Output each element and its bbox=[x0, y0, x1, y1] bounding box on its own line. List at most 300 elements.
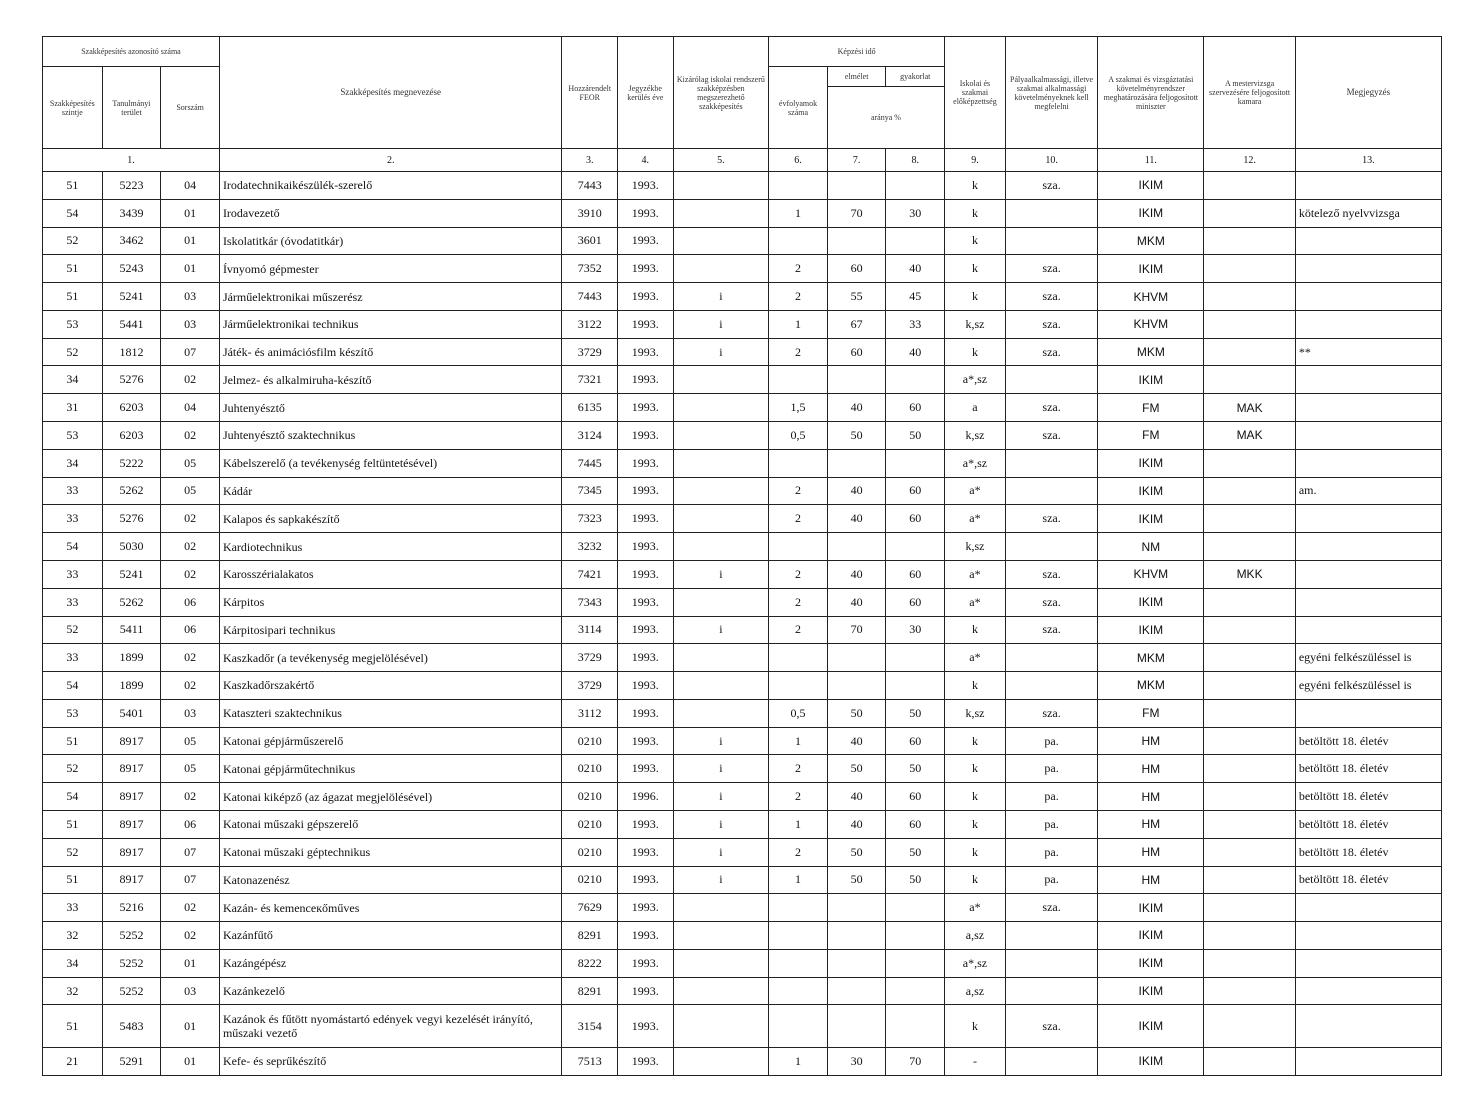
field-cell: 5291 bbox=[102, 1047, 161, 1075]
practice-cell bbox=[886, 922, 945, 950]
qualification-name: Jelmez- és alkalmiruha-készítő bbox=[219, 366, 562, 394]
chamber-cell bbox=[1204, 810, 1296, 838]
col-number: 10. bbox=[1005, 149, 1098, 172]
year-cell: 1993. bbox=[618, 422, 674, 450]
grades-cell: 1,5 bbox=[769, 394, 828, 422]
qualification-name: Juhtenyésztő bbox=[219, 394, 562, 422]
qualification-name: Katonai műszaki gépszerelő bbox=[219, 810, 562, 838]
practice-cell: 40 bbox=[886, 255, 945, 283]
prerequisite-cell: k,sz bbox=[945, 422, 1006, 450]
practice-cell: 30 bbox=[886, 616, 945, 644]
chamber-cell bbox=[1204, 644, 1296, 672]
qualification-name: Iskolatitkár (óvodatitkár) bbox=[219, 227, 562, 255]
qualification-name: Kaszkadőr (a tevékenység megjelölésével) bbox=[219, 644, 562, 672]
minister-cell: IKIM bbox=[1098, 199, 1204, 227]
header-group-id: Szakképesítés azonosító száma bbox=[43, 37, 220, 67]
field-cell: 8917 bbox=[102, 866, 161, 894]
theory-cell: 55 bbox=[827, 283, 886, 311]
theory-cell: 50 bbox=[827, 422, 886, 450]
practice-cell bbox=[886, 449, 945, 477]
remarks-cell bbox=[1295, 949, 1441, 977]
serial-cell: 01 bbox=[161, 1005, 220, 1047]
col-number: 3. bbox=[562, 149, 618, 172]
serial-cell: 01 bbox=[161, 255, 220, 283]
remarks-cell bbox=[1295, 699, 1441, 727]
theory-cell bbox=[827, 894, 886, 922]
prerequisite-cell: a* bbox=[945, 588, 1006, 616]
aptitude-cell: sza. bbox=[1005, 588, 1098, 616]
chamber-cell bbox=[1204, 1047, 1296, 1075]
header-minister: A szakmai és vizsgáztatási követelményrendszer meghatározására feljogosított miniszter bbox=[1098, 37, 1204, 149]
feor-cell: 0210 bbox=[562, 866, 618, 894]
prerequisite-cell: a* bbox=[945, 644, 1006, 672]
prerequisite-cell: k bbox=[945, 810, 1006, 838]
practice-cell: 60 bbox=[886, 588, 945, 616]
level-cell: 52 bbox=[43, 838, 103, 866]
chamber-cell bbox=[1204, 227, 1296, 255]
serial-cell: 02 bbox=[161, 644, 220, 672]
school-only-cell bbox=[673, 199, 769, 227]
feor-cell: 7352 bbox=[562, 255, 618, 283]
prerequisite-cell: k bbox=[945, 838, 1006, 866]
prerequisite-cell: k bbox=[945, 283, 1006, 311]
feor-cell: 3232 bbox=[562, 533, 618, 561]
header-prerequisite: Iskolai és szakmai előképzettség bbox=[945, 37, 1006, 149]
qualification-name: Járműelektronikai műszerész bbox=[219, 283, 562, 311]
level-cell: 54 bbox=[43, 533, 103, 561]
minister-cell: IKIM bbox=[1098, 366, 1204, 394]
qualification-name: Katonai műszaki géptechnikus bbox=[219, 838, 562, 866]
header-school-only: Kizárólag iskolai rendszerű szakképzésben megszerezhető szakképesítés bbox=[673, 37, 769, 149]
serial-cell: 02 bbox=[161, 894, 220, 922]
serial-cell: 02 bbox=[161, 422, 220, 450]
practice-cell: 60 bbox=[886, 727, 945, 755]
practice-cell: 60 bbox=[886, 505, 945, 533]
qualification-name: Játék- és animációsfilm készítő bbox=[219, 338, 562, 366]
minister-cell: IKIM bbox=[1098, 172, 1204, 200]
prerequisite-cell: a bbox=[945, 394, 1006, 422]
field-cell: 5262 bbox=[102, 588, 161, 616]
practice-cell: 60 bbox=[886, 783, 945, 811]
grades-cell: 2 bbox=[769, 255, 828, 283]
qualification-name: Kataszteri szaktechnikus bbox=[219, 699, 562, 727]
feor-cell: 0210 bbox=[562, 755, 618, 783]
remarks-cell: betöltött 18. életév bbox=[1295, 727, 1441, 755]
serial-cell: 02 bbox=[161, 560, 220, 588]
chamber-cell bbox=[1204, 949, 1296, 977]
table-row bbox=[43, 616, 1442, 644]
theory-cell: 60 bbox=[827, 255, 886, 283]
theory-cell: 40 bbox=[827, 477, 886, 505]
serial-cell: 06 bbox=[161, 810, 220, 838]
chamber-cell bbox=[1204, 366, 1296, 394]
prerequisite-cell: a,sz bbox=[945, 977, 1006, 1005]
minister-cell: MKM bbox=[1098, 672, 1204, 700]
practice-cell: 45 bbox=[886, 283, 945, 311]
practice-cell: 60 bbox=[886, 810, 945, 838]
level-cell: 34 bbox=[43, 366, 103, 394]
field-cell: 5252 bbox=[102, 949, 161, 977]
prerequisite-cell: k bbox=[945, 1005, 1006, 1047]
practice-cell: 30 bbox=[886, 199, 945, 227]
feor-cell: 7345 bbox=[562, 477, 618, 505]
remarks-cell bbox=[1295, 255, 1441, 283]
qualification-name: Kazán- és kemenceкőműves bbox=[219, 894, 562, 922]
minister-cell: IKIM bbox=[1098, 1047, 1204, 1075]
chamber-cell bbox=[1204, 866, 1296, 894]
minister-cell: IKIM bbox=[1098, 949, 1204, 977]
field-cell: 8917 bbox=[102, 838, 161, 866]
table-row bbox=[43, 477, 1442, 505]
grades-cell: 1 bbox=[769, 199, 828, 227]
school-only-cell: i bbox=[673, 783, 769, 811]
minister-cell: FM bbox=[1098, 422, 1204, 450]
field-cell: 3462 bbox=[102, 227, 161, 255]
prerequisite-cell: k bbox=[945, 727, 1006, 755]
chamber-cell bbox=[1204, 977, 1296, 1005]
field-cell: 5223 bbox=[102, 172, 161, 200]
chamber-cell: MAK bbox=[1204, 394, 1296, 422]
field-cell: 6203 bbox=[102, 394, 161, 422]
aptitude-cell bbox=[1005, 672, 1098, 700]
minister-cell: IKIM bbox=[1098, 977, 1204, 1005]
theory-cell bbox=[827, 449, 886, 477]
school-only-cell: i bbox=[673, 616, 769, 644]
serial-cell: 01 bbox=[161, 199, 220, 227]
school-only-cell bbox=[673, 1047, 769, 1075]
grades-cell bbox=[769, 366, 828, 394]
feor-cell: 0210 bbox=[562, 783, 618, 811]
practice-cell bbox=[886, 644, 945, 672]
minister-cell: KHVM bbox=[1098, 560, 1204, 588]
column-number-row bbox=[43, 149, 1442, 172]
header-grades: évfolyamok száma bbox=[769, 67, 828, 149]
minister-cell: IKIM bbox=[1098, 505, 1204, 533]
table-row bbox=[43, 505, 1442, 533]
grades-cell bbox=[769, 672, 828, 700]
remarks-cell bbox=[1295, 560, 1441, 588]
school-only-cell bbox=[673, 505, 769, 533]
practice-cell: 60 bbox=[886, 394, 945, 422]
qualification-name: Kárpitosipari technikus bbox=[219, 616, 562, 644]
practice-cell bbox=[886, 977, 945, 1005]
serial-cell: 04 bbox=[161, 394, 220, 422]
theory-cell: 40 bbox=[827, 505, 886, 533]
year-cell: 1993. bbox=[618, 949, 674, 977]
serial-cell: 02 bbox=[161, 533, 220, 561]
table-row bbox=[43, 755, 1442, 783]
feor-cell: 3114 bbox=[562, 616, 618, 644]
minister-cell: IKIM bbox=[1098, 255, 1204, 283]
year-cell: 1993. bbox=[618, 588, 674, 616]
chamber-cell bbox=[1204, 755, 1296, 783]
chamber-cell bbox=[1204, 699, 1296, 727]
year-cell: 1993. bbox=[618, 672, 674, 700]
school-only-cell: i bbox=[673, 310, 769, 338]
aptitude-cell bbox=[1005, 644, 1098, 672]
field-cell: 1812 bbox=[102, 338, 161, 366]
serial-cell: 02 bbox=[161, 505, 220, 533]
remarks-cell bbox=[1295, 366, 1441, 394]
table-row bbox=[43, 338, 1442, 366]
year-cell: 1996. bbox=[618, 783, 674, 811]
col-number: 8. bbox=[886, 149, 945, 172]
qualification-name: Kábelszerelő (a tevékenység feltüntetésével) bbox=[219, 449, 562, 477]
qualification-name: Kazánkezelő bbox=[219, 977, 562, 1005]
practice-cell: 50 bbox=[886, 866, 945, 894]
aptitude-cell: sza. bbox=[1005, 616, 1098, 644]
year-cell: 1993. bbox=[618, 699, 674, 727]
year-cell: 1993. bbox=[618, 560, 674, 588]
serial-cell: 06 bbox=[161, 616, 220, 644]
table-row bbox=[43, 783, 1442, 811]
aptitude-cell: pa. bbox=[1005, 866, 1098, 894]
remarks-cell: egyéni felkészüléssel is bbox=[1295, 672, 1441, 700]
remarks-cell bbox=[1295, 283, 1441, 311]
school-only-cell bbox=[673, 172, 769, 200]
aptitude-cell: sza. bbox=[1005, 394, 1098, 422]
level-cell: 53 bbox=[43, 422, 103, 450]
col-number: 6. bbox=[769, 149, 828, 172]
remarks-cell bbox=[1295, 422, 1441, 450]
remarks-cell: kötelező nyelvvizsga bbox=[1295, 199, 1441, 227]
minister-cell: KHVM bbox=[1098, 310, 1204, 338]
grades-cell bbox=[769, 449, 828, 477]
chamber-cell bbox=[1204, 338, 1296, 366]
field-cell: 8917 bbox=[102, 783, 161, 811]
chamber-cell bbox=[1204, 894, 1296, 922]
serial-cell: 05 bbox=[161, 477, 220, 505]
year-cell: 1993. bbox=[618, 977, 674, 1005]
practice-cell bbox=[886, 672, 945, 700]
prerequisite-cell: a* bbox=[945, 477, 1006, 505]
grades-cell: 2 bbox=[769, 588, 828, 616]
chamber-cell bbox=[1204, 310, 1296, 338]
level-cell: 51 bbox=[43, 866, 103, 894]
serial-cell: 06 bbox=[161, 588, 220, 616]
minister-cell: KHVM bbox=[1098, 283, 1204, 311]
year-cell: 1993. bbox=[618, 1005, 674, 1047]
grades-cell: 1 bbox=[769, 866, 828, 894]
level-cell: 33 bbox=[43, 505, 103, 533]
year-cell: 1993. bbox=[618, 866, 674, 894]
field-cell: 5241 bbox=[102, 560, 161, 588]
table-row bbox=[43, 894, 1442, 922]
qualification-name: Kárpitos bbox=[219, 588, 562, 616]
year-cell: 1993. bbox=[618, 533, 674, 561]
school-only-cell bbox=[673, 894, 769, 922]
theory-cell: 40 bbox=[827, 560, 886, 588]
table-row bbox=[43, 449, 1442, 477]
qualification-name: Kaszkadőrszakértő bbox=[219, 672, 562, 700]
level-cell: 31 bbox=[43, 394, 103, 422]
feor-cell: 7513 bbox=[562, 1047, 618, 1075]
level-cell: 33 bbox=[43, 644, 103, 672]
qualification-name: Katonai gépjárműszerelő bbox=[219, 727, 562, 755]
feor-cell: 3154 bbox=[562, 1005, 618, 1047]
theory-cell bbox=[827, 949, 886, 977]
chamber-cell bbox=[1204, 922, 1296, 950]
year-cell: 1993. bbox=[618, 477, 674, 505]
grades-cell: 2 bbox=[769, 560, 828, 588]
grades-cell bbox=[769, 533, 828, 561]
aptitude-cell: sza. bbox=[1005, 283, 1098, 311]
level-cell: 52 bbox=[43, 338, 103, 366]
theory-cell bbox=[827, 533, 886, 561]
grades-cell: 0,5 bbox=[769, 422, 828, 450]
feor-cell: 3729 bbox=[562, 672, 618, 700]
minister-cell: IKIM bbox=[1098, 449, 1204, 477]
qualification-name: Juhtenyésztő szaktechnikus bbox=[219, 422, 562, 450]
header-serial: Sorszám bbox=[161, 67, 220, 149]
qualification-name: Katonazenész bbox=[219, 866, 562, 894]
practice-cell: 70 bbox=[886, 1047, 945, 1075]
serial-cell: 01 bbox=[161, 227, 220, 255]
feor-cell: 7323 bbox=[562, 505, 618, 533]
feor-cell: 7629 bbox=[562, 894, 618, 922]
qualification-name: Irodatechnikaikészülék-szerelő bbox=[219, 172, 562, 200]
theory-cell: 70 bbox=[827, 199, 886, 227]
grades-cell: 1 bbox=[769, 310, 828, 338]
level-cell: 21 bbox=[43, 1047, 103, 1075]
aptitude-cell bbox=[1005, 366, 1098, 394]
grades-cell: 2 bbox=[769, 338, 828, 366]
grades-cell bbox=[769, 227, 828, 255]
level-cell: 52 bbox=[43, 755, 103, 783]
school-only-cell: i bbox=[673, 866, 769, 894]
aptitude-cell bbox=[1005, 949, 1098, 977]
table-row bbox=[43, 533, 1442, 561]
feor-cell: 6135 bbox=[562, 394, 618, 422]
practice-cell: 33 bbox=[886, 310, 945, 338]
serial-cell: 04 bbox=[161, 172, 220, 200]
theory-cell bbox=[827, 672, 886, 700]
minister-cell: NM bbox=[1098, 533, 1204, 561]
theory-cell: 67 bbox=[827, 310, 886, 338]
serial-cell: 03 bbox=[161, 699, 220, 727]
table-row bbox=[43, 644, 1442, 672]
grades-cell: 2 bbox=[769, 616, 828, 644]
field-cell: 5222 bbox=[102, 449, 161, 477]
col-number: 2. bbox=[219, 149, 562, 172]
qualification-register-table bbox=[42, 36, 1442, 1076]
minister-cell: IKIM bbox=[1098, 894, 1204, 922]
chamber-cell bbox=[1204, 172, 1296, 200]
header-chamber: A mestervizsga szervezésére feljogosított kamara bbox=[1204, 37, 1296, 149]
prerequisite-cell: a*,sz bbox=[945, 366, 1006, 394]
aptitude-cell bbox=[1005, 922, 1098, 950]
school-only-cell: i bbox=[673, 727, 769, 755]
table-row bbox=[43, 672, 1442, 700]
field-cell: 5030 bbox=[102, 533, 161, 561]
col-number: 11. bbox=[1098, 149, 1204, 172]
remarks-cell bbox=[1295, 505, 1441, 533]
school-only-cell bbox=[673, 672, 769, 700]
theory-cell bbox=[827, 227, 886, 255]
grades-cell bbox=[769, 949, 828, 977]
field-cell: 1899 bbox=[102, 644, 161, 672]
remarks-cell bbox=[1295, 394, 1441, 422]
table-row bbox=[43, 1005, 1442, 1047]
field-cell: 5441 bbox=[102, 310, 161, 338]
school-only-cell bbox=[673, 366, 769, 394]
qualification-name: Kefe- és seprűkészítő bbox=[219, 1047, 562, 1075]
feor-cell: 7343 bbox=[562, 588, 618, 616]
field-cell: 5252 bbox=[102, 977, 161, 1005]
aptitude-cell: sza. bbox=[1005, 505, 1098, 533]
prerequisite-cell: k,sz bbox=[945, 699, 1006, 727]
level-cell: 32 bbox=[43, 977, 103, 1005]
feor-cell: 3729 bbox=[562, 338, 618, 366]
remarks-cell: ** bbox=[1295, 338, 1441, 366]
school-only-cell: i bbox=[673, 338, 769, 366]
feor-cell: 3601 bbox=[562, 227, 618, 255]
level-cell: 33 bbox=[43, 560, 103, 588]
header-aptitude: Pályaalkalmassági, illetve szakmai alkalmassági követelményeknek kell megfelelni bbox=[1005, 37, 1098, 149]
remarks-cell: betöltött 18. életév bbox=[1295, 783, 1441, 811]
col-number: 13. bbox=[1295, 149, 1441, 172]
level-cell: 32 bbox=[43, 922, 103, 950]
col-number: 4. bbox=[618, 149, 674, 172]
practice-cell bbox=[886, 1005, 945, 1047]
header-level: Szakképesítés szintje bbox=[43, 67, 103, 149]
chamber-cell bbox=[1204, 533, 1296, 561]
remarks-cell bbox=[1295, 449, 1441, 477]
minister-cell: MKM bbox=[1098, 644, 1204, 672]
year-cell: 1993. bbox=[618, 338, 674, 366]
feor-cell: 8222 bbox=[562, 949, 618, 977]
theory-cell bbox=[827, 1005, 886, 1047]
table-row bbox=[43, 699, 1442, 727]
remarks-cell: betöltött 18. életév bbox=[1295, 755, 1441, 783]
feor-cell: 3729 bbox=[562, 644, 618, 672]
minister-cell: FM bbox=[1098, 394, 1204, 422]
prerequisite-cell: k bbox=[945, 616, 1006, 644]
school-only-cell bbox=[673, 699, 769, 727]
prerequisite-cell: a* bbox=[945, 560, 1006, 588]
year-cell: 1993. bbox=[618, 310, 674, 338]
grades-cell bbox=[769, 977, 828, 1005]
field-cell: 6203 bbox=[102, 422, 161, 450]
table-row bbox=[43, 310, 1442, 338]
school-only-cell: i bbox=[673, 283, 769, 311]
school-only-cell bbox=[673, 394, 769, 422]
feor-cell: 3124 bbox=[562, 422, 618, 450]
theory-cell bbox=[827, 922, 886, 950]
chamber-cell bbox=[1204, 616, 1296, 644]
practice-cell bbox=[886, 533, 945, 561]
year-cell: 1993. bbox=[618, 199, 674, 227]
field-cell: 5411 bbox=[102, 616, 161, 644]
year-cell: 1993. bbox=[618, 1047, 674, 1075]
field-cell: 5276 bbox=[102, 366, 161, 394]
minister-cell: HM bbox=[1098, 866, 1204, 894]
feor-cell: 3910 bbox=[562, 199, 618, 227]
qualification-name: Kazángépész bbox=[219, 949, 562, 977]
school-only-cell bbox=[673, 949, 769, 977]
header-practice: gyakorlat bbox=[886, 67, 945, 87]
theory-cell: 50 bbox=[827, 838, 886, 866]
school-only-cell bbox=[673, 644, 769, 672]
grades-cell bbox=[769, 1005, 828, 1047]
year-cell: 1993. bbox=[618, 227, 674, 255]
school-only-cell bbox=[673, 255, 769, 283]
prerequisite-cell: k bbox=[945, 227, 1006, 255]
chamber-cell bbox=[1204, 505, 1296, 533]
field-cell: 8917 bbox=[102, 810, 161, 838]
theory-cell: 40 bbox=[827, 588, 886, 616]
serial-cell: 03 bbox=[161, 283, 220, 311]
